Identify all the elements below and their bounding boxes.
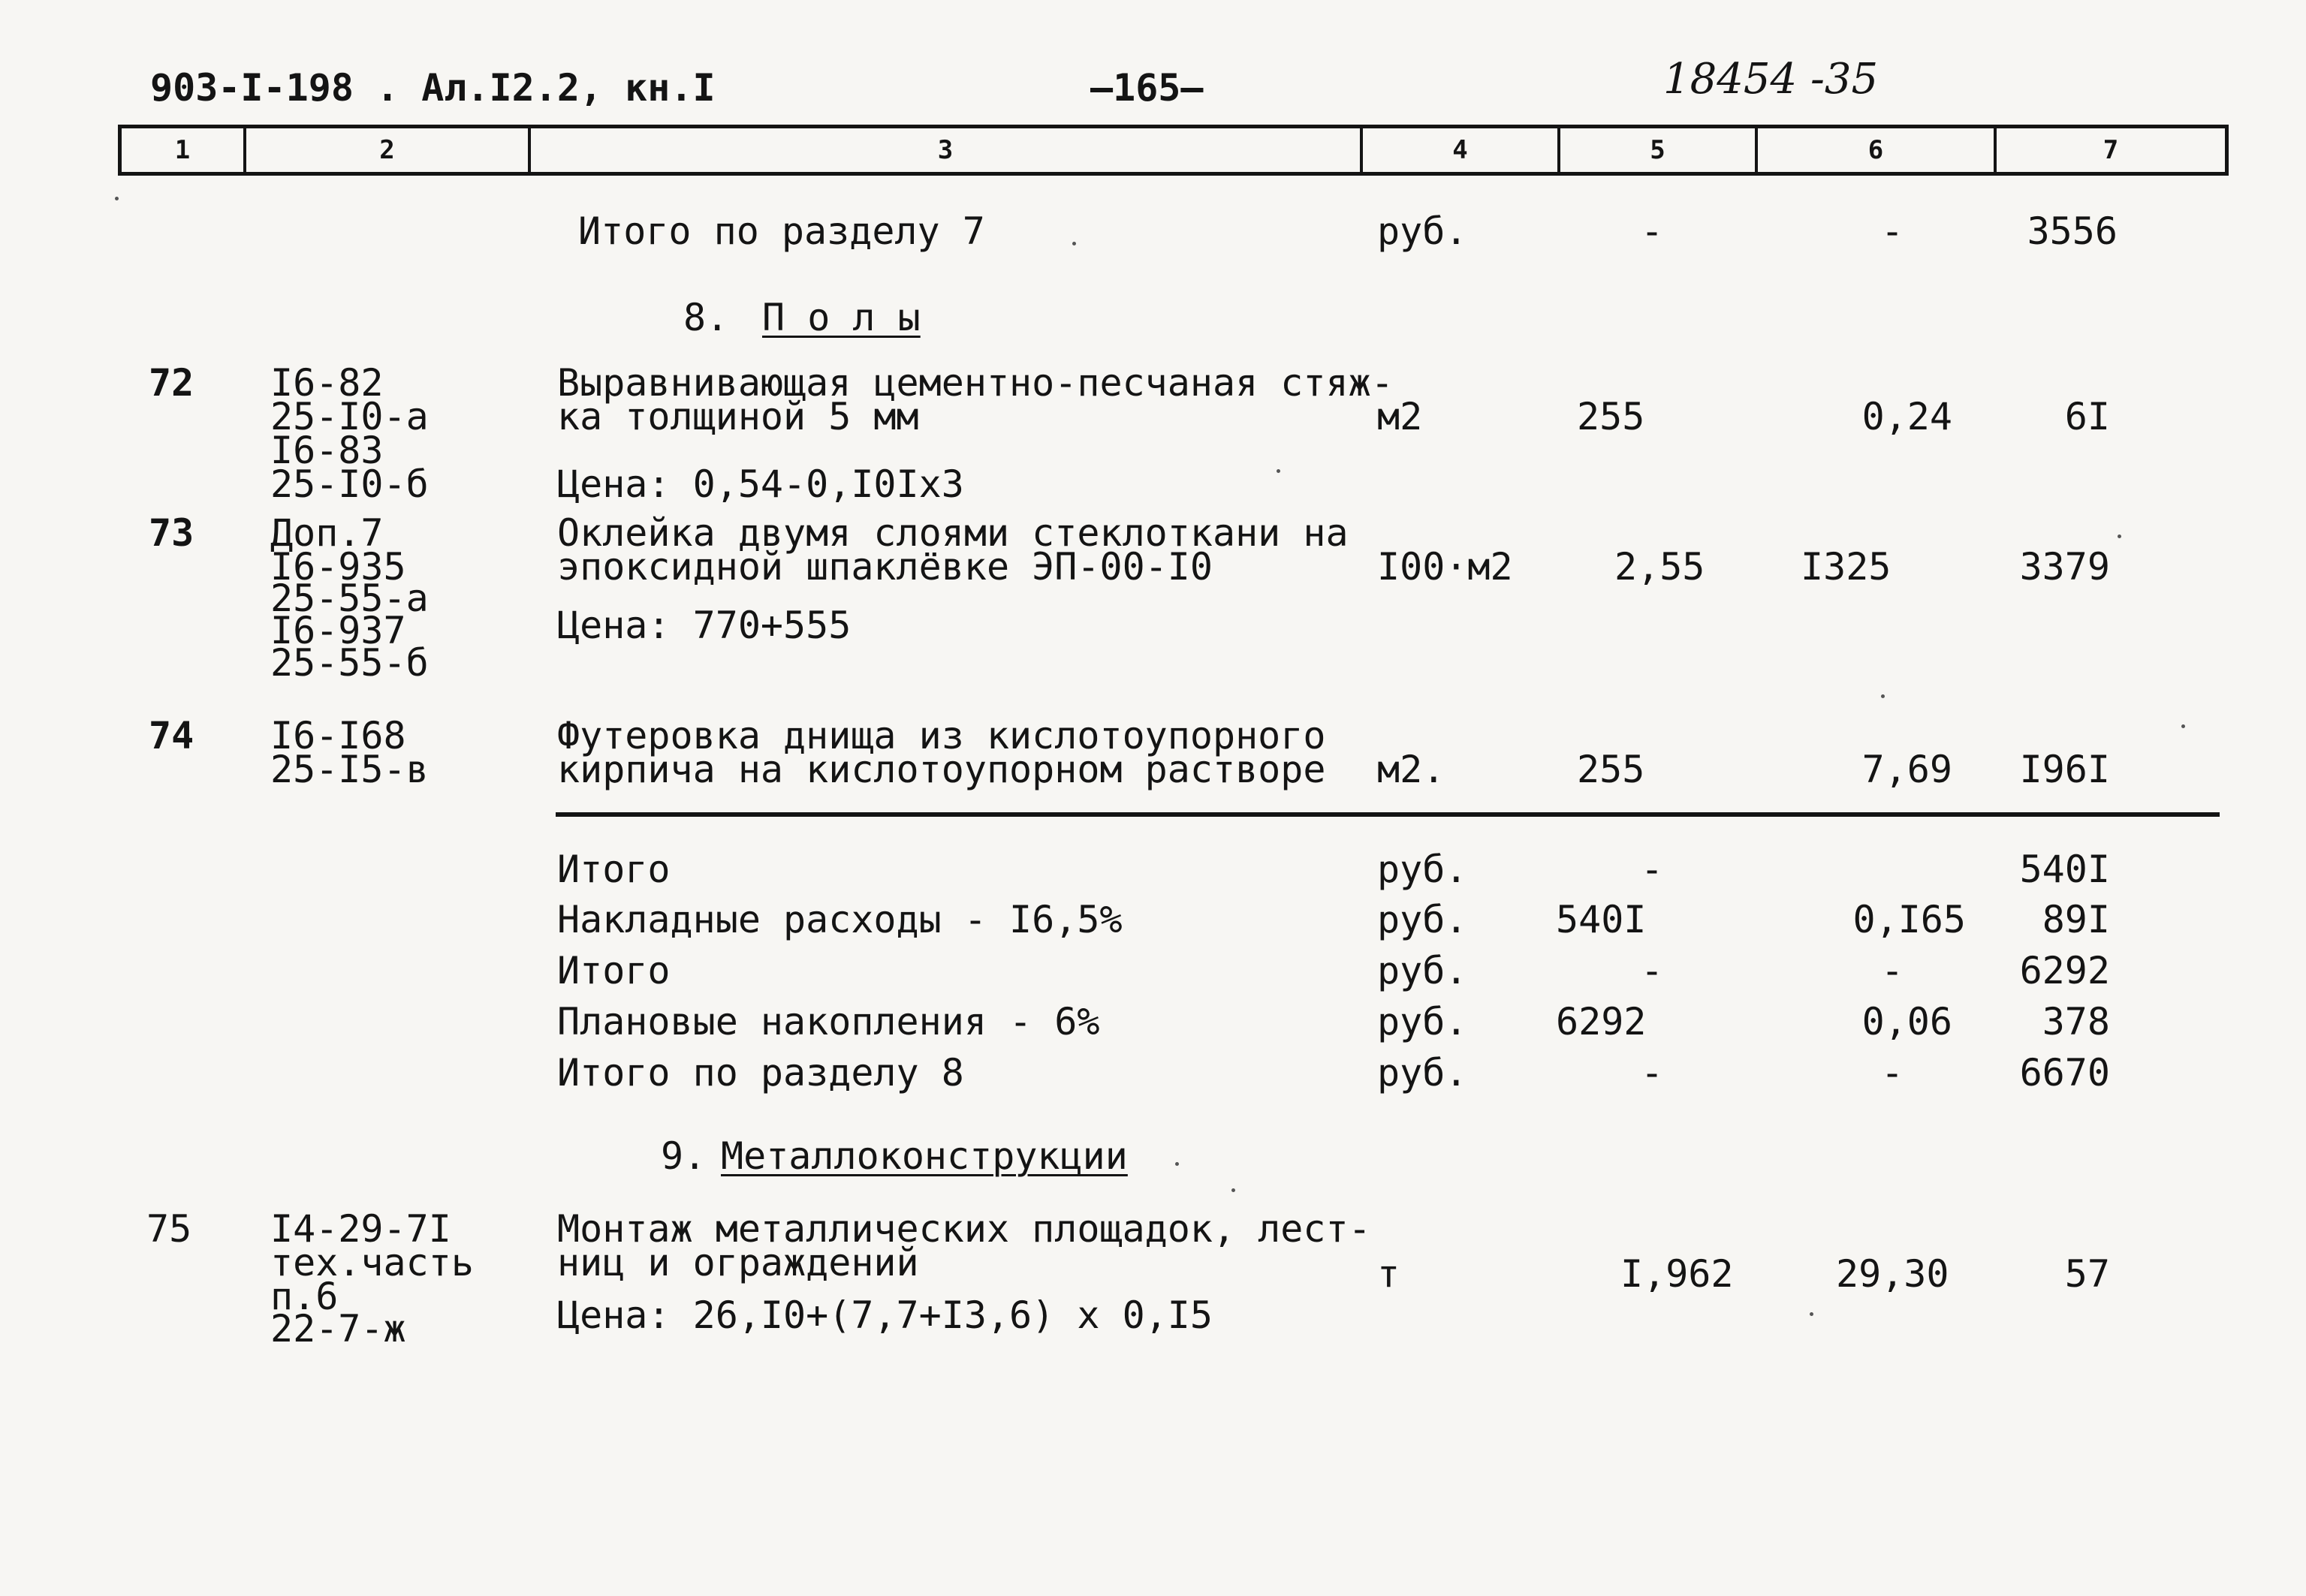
row-number: 75 [146, 1207, 192, 1251]
unit-cell: руб. [1377, 1000, 1468, 1043]
unit-cell: I00·м2 [1377, 545, 1513, 589]
sum-cell: 89I [2042, 898, 2110, 941]
document-code: 903-I-198 . Ал.I2.2, кн.I [150, 66, 716, 110]
qty-cell: I,962 [1620, 1252, 1734, 1296]
total-label: Итого [557, 949, 671, 992]
norm-code: I4-29-7I [270, 1207, 451, 1251]
price-cell: 0,I65 [1852, 898, 1966, 941]
norm-code: I6-935 [270, 545, 406, 589]
total-label: Накладные расходы - I6,5% [557, 898, 1123, 941]
column-number: 3 [531, 128, 1363, 172]
total-label: Итого по разделу 7 [578, 209, 985, 253]
section-title: Металлоконструкции [721, 1134, 1128, 1178]
price-cell: - [1880, 949, 1904, 992]
work-description: Монтаж металлических площадок, лест- [557, 1207, 1371, 1251]
qty-cell: 255 [1577, 395, 1645, 438]
norm-code: 25-55-б [270, 641, 429, 685]
work-description: ка толщиной 5 мм [557, 395, 919, 438]
price-note: Цена: 0,54-0,I0Ix3 [557, 462, 964, 506]
scan-speck [2118, 535, 2121, 538]
sum-cell: 3556 [2027, 209, 2118, 253]
norm-code: 25-I5-в [270, 748, 429, 791]
scan-speck [1810, 1312, 1813, 1316]
row-number: 72 [149, 361, 194, 405]
norm-code: I6-937 [270, 609, 406, 652]
qty-cell: 540I [1556, 898, 1647, 941]
column-number: 7 [2103, 135, 2119, 165]
unit-cell: руб. [1377, 949, 1468, 992]
column-number: 6 [1758, 128, 1997, 172]
section-divider-line [556, 812, 2220, 817]
column-number: 4 [1363, 128, 1560, 172]
scan-speck [1175, 1162, 1179, 1166]
sum-cell: 378 [2042, 1000, 2110, 1043]
total-label: Итого по разделу 8 [557, 1051, 964, 1095]
unit-cell: руб. [1377, 209, 1468, 253]
unit-cell: руб. [1377, 898, 1468, 941]
norm-code: п.6 [270, 1275, 339, 1318]
norm-code: I6-83 [270, 429, 384, 472]
price-cell: 0,06 [1861, 1000, 1952, 1043]
qty-cell: 2,55 [1614, 545, 1705, 589]
norm-code: I6-82 [270, 361, 384, 405]
work-description: эпоксидной шпаклёвке ЭП-00-I0 [557, 545, 1213, 589]
column-number: 1 [122, 128, 246, 172]
qty-cell: - [1640, 848, 1664, 891]
qty-cell: - [1640, 949, 1664, 992]
norm-code: 25-I0-а [270, 395, 429, 438]
price-cell: 7,69 [1861, 748, 1952, 791]
norm-code: 25-55-а [270, 577, 429, 620]
price-note: Цена: 770+555 [557, 604, 852, 647]
qty-cell: 255 [1577, 748, 1645, 791]
scan-speck [1881, 694, 1885, 698]
unit-cell: руб. [1377, 1051, 1468, 1095]
price-cell: 29,30 [1836, 1252, 1949, 1296]
total-label: Итого [557, 848, 671, 891]
sum-cell: 57 [2064, 1252, 2110, 1296]
scan-speck [1231, 1188, 1235, 1192]
column-number-row [118, 125, 2229, 176]
column-number: 2 [246, 128, 531, 172]
norm-code: 22-7-ж [270, 1307, 406, 1351]
row-number: 73 [149, 511, 194, 555]
sum-cell: 6292 [2019, 949, 2110, 992]
work-description: ниц и ограждений [557, 1241, 919, 1284]
work-description: Оклейка двумя слоями стеклоткани на [557, 511, 1349, 555]
qty-cell: - [1640, 1051, 1664, 1095]
norm-code: 25-I0-б [270, 462, 429, 506]
qty-cell: 6292 [1556, 1000, 1647, 1043]
scan-speck [1072, 242, 1076, 245]
sum-cell: I96I [2019, 748, 2110, 791]
row-number: 74 [149, 714, 194, 757]
page-number: —165— [1090, 66, 1204, 110]
price-cell: - [1880, 209, 1904, 253]
norm-code: I6-I68 [270, 714, 406, 757]
price-cell: - [1880, 1051, 1904, 1095]
section-title: П о л ы [762, 296, 921, 339]
work-description: Футеровка днища из кислотоупорного [557, 714, 1326, 757]
sum-cell: 6I [2064, 395, 2110, 438]
work-description: кирпича на кислотоупорном растворе [557, 748, 1326, 791]
qty-cell: - [1640, 209, 1664, 253]
sum-cell: 3379 [2019, 545, 2110, 589]
price-cell: 0,24 [1861, 395, 1952, 438]
unit-cell: руб. [1377, 848, 1468, 891]
total-label: Плановые накопления - 6% [557, 1000, 1100, 1043]
unit-cell: м2 [1377, 395, 1423, 438]
section-number: 8. [683, 296, 729, 339]
norm-code: тех.часть [270, 1241, 474, 1284]
archive-number: 18454 -35 [1663, 55, 1879, 104]
section-number: 9. [661, 1134, 707, 1178]
price-note: Цена: 26,I0+(7,7+I3,6) x 0,I5 [557, 1293, 1213, 1337]
work-description: Выравнивающая цементно-песчаная стяж- [557, 361, 1394, 405]
unit-cell: т [1377, 1252, 1400, 1296]
sum-cell: 6670 [2019, 1051, 2110, 1095]
sum-cell: 540I [2019, 848, 2110, 891]
unit-cell: м2. [1377, 748, 1445, 791]
column-number: 5 [1560, 128, 1758, 172]
price-cell: I325 [1801, 545, 1892, 589]
norm-code: Доп.7 [270, 511, 384, 555]
scan-speck [115, 197, 119, 200]
scan-speck [1277, 469, 1280, 473]
scan-speck [2181, 724, 2185, 728]
